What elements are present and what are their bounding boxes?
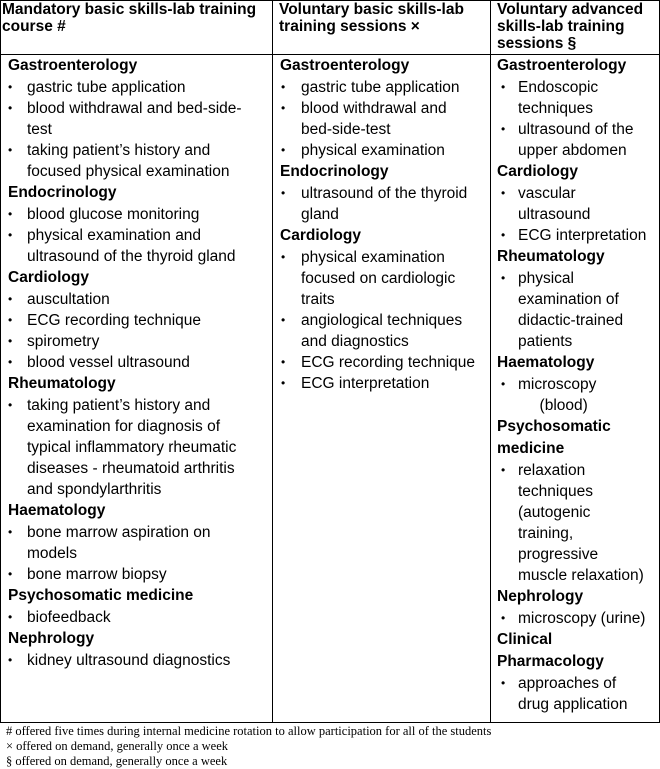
section-title — [497, 586, 657, 608]
list-item — [497, 608, 657, 629]
bullet-icon: • — [501, 377, 506, 391]
section-title-line: Endocrinology — [8, 184, 117, 201]
section-title-line: Cardiology — [497, 163, 578, 180]
list-item-line: ECG interpretation — [301, 375, 430, 392]
list-item-line: gastric tube application — [27, 79, 186, 96]
section-title-line: Nephrology — [497, 588, 584, 605]
bullet-icon: • — [8, 292, 13, 306]
list-item-line: techniques — [518, 100, 593, 117]
bullet-icon: • — [281, 250, 286, 264]
section-title-line: Gastroenterology — [497, 57, 627, 74]
list-item-line: vascular — [518, 185, 576, 202]
section-title-line: Cardiology — [8, 269, 89, 286]
list-item-line: didactic-trained — [518, 312, 624, 329]
column-body-mandatory — [8, 55, 270, 671]
list-item-line: microscopy (urine) — [518, 610, 646, 627]
column-header-line: Mandatory basic skills-lab training — [2, 1, 257, 18]
bullet-icon: • — [8, 334, 13, 348]
bullet-icon: • — [8, 207, 13, 221]
list-item — [8, 225, 270, 267]
bullet-icon: • — [501, 271, 506, 285]
list-item — [8, 395, 270, 500]
bullet-icon: • — [281, 355, 286, 369]
list-item — [280, 77, 488, 98]
column-header-line: training sessions × — [279, 18, 420, 35]
list-item-line: physical — [518, 270, 574, 287]
bullet-icon: • — [501, 611, 506, 625]
bullet-icon: • — [8, 525, 13, 539]
column-divider-2 — [490, 0, 491, 723]
column-header-line: course # — [2, 18, 66, 35]
section-title — [280, 161, 488, 183]
section-title-line: Nephrology — [8, 630, 95, 647]
list-item-line: physical examination and — [27, 227, 202, 244]
bullet-icon: • — [8, 143, 13, 157]
bullet-icon: • — [501, 122, 506, 136]
list-item-line: (blood) — [518, 397, 588, 414]
list-item — [8, 98, 270, 140]
list-item — [280, 352, 488, 373]
column-header-mandatory — [2, 1, 270, 35]
list-item-line: focused on cardiologic — [301, 270, 456, 287]
column-divider-1 — [272, 0, 273, 723]
bullet-icon: • — [8, 398, 13, 412]
list-item — [8, 352, 270, 373]
list-item — [8, 77, 270, 98]
column-header-line: Voluntary basic skills-lab — [279, 1, 464, 18]
list-item-line: training, — [518, 525, 574, 542]
footnote-hash: # offered five times during internal medicine rotation to allow participation for all of the students — [6, 724, 492, 738]
list-item-line: blood withdrawal and bed-side- — [27, 100, 242, 117]
list-item-line: progressive — [518, 546, 599, 563]
section-title-line: Rheumatology — [497, 248, 605, 265]
list-item — [8, 310, 270, 331]
list-item-line: blood vessel ultrasound — [27, 354, 190, 371]
bullet-icon: • — [501, 463, 506, 477]
column-header-line: sessions § — [497, 35, 577, 52]
list-item — [280, 373, 488, 394]
section-title — [280, 55, 488, 77]
list-item — [8, 204, 270, 225]
list-item-line: and diagnostics — [301, 333, 409, 350]
section-title-line: Cardiology — [280, 227, 361, 244]
bullet-icon: • — [8, 101, 13, 115]
section-title — [280, 225, 488, 247]
list-item — [497, 268, 657, 352]
list-item-line: blood glucose monitoring — [27, 206, 200, 223]
section-title — [8, 500, 270, 522]
section-title-line: Pharmacology — [497, 653, 604, 670]
footnote-section: § offered on demand, generally once a week — [6, 754, 228, 768]
list-item-line: test — [27, 121, 52, 138]
list-item-line: upper abdomen — [518, 142, 627, 159]
section-title — [497, 629, 657, 673]
bullet-icon: • — [8, 228, 13, 242]
table-border-bottom — [0, 722, 660, 723]
list-item — [8, 564, 270, 585]
bullet-icon: • — [8, 610, 13, 624]
list-item-line: and spondylarthritis — [27, 481, 162, 498]
list-item-line: traits — [301, 291, 335, 308]
column-header-line: skills-lab training — [497, 18, 625, 35]
list-item-line: biofeedback — [27, 609, 111, 626]
list-item-line: bone marrow biopsy — [27, 566, 167, 583]
list-item — [497, 225, 657, 246]
bullet-icon: • — [8, 313, 13, 327]
section-title-line: Psychosomatic medicine — [8, 587, 194, 604]
list-item — [497, 673, 657, 715]
list-item — [8, 140, 270, 182]
list-item-line: models — [27, 545, 77, 562]
bullet-icon: • — [8, 567, 13, 581]
list-item-line: (autogenic — [518, 504, 591, 521]
bullet-icon: • — [281, 313, 286, 327]
list-item-line: physical examination — [301, 249, 445, 266]
bullet-icon: • — [8, 355, 13, 369]
list-item-line: ultrasound of the — [518, 121, 634, 138]
column-header-line: Voluntary advanced — [497, 1, 644, 18]
bullet-icon: • — [501, 80, 506, 94]
list-item-line: muscle relaxation) — [518, 567, 644, 584]
bullet-icon: • — [281, 143, 286, 157]
list-item-line: spirometry — [27, 333, 100, 350]
list-item-line: drug application — [518, 696, 628, 713]
section-title — [497, 416, 657, 460]
list-item — [497, 183, 657, 225]
bullet-icon: • — [281, 80, 286, 94]
list-item — [8, 289, 270, 310]
list-item — [8, 607, 270, 628]
list-item-line: ultrasound — [518, 206, 591, 223]
section-title-line: Psychosomatic — [497, 418, 611, 435]
list-item-line: blood withdrawal and — [301, 100, 447, 117]
bullet-icon: • — [281, 376, 286, 390]
list-item — [280, 310, 488, 352]
list-item — [497, 119, 657, 161]
list-item-line: Endoscopic — [518, 79, 599, 96]
list-item-line: angiological techniques — [301, 312, 463, 329]
list-item-line: gastric tube application — [301, 79, 460, 96]
section-title — [8, 267, 270, 289]
list-item-line: ultrasound of the thyroid — [301, 185, 468, 202]
list-item-line: relaxation — [518, 462, 586, 479]
section-title-line: Gastroenterology — [8, 57, 138, 74]
list-item-line: taking patient’s history and — [27, 142, 211, 159]
column-header-voluntary-basic — [279, 1, 489, 35]
list-item-line: approaches of — [518, 675, 617, 692]
section-title-line: Haematology — [497, 354, 595, 371]
bullet-icon: • — [281, 101, 286, 115]
footnote-cross: × offered on demand, generally once a week — [6, 739, 228, 753]
section-title-line: Haematology — [8, 502, 106, 519]
section-title — [8, 628, 270, 650]
list-item-line: microscopy — [518, 376, 597, 393]
list-item-line: examination for diagnosis of — [27, 418, 221, 435]
section-title — [8, 182, 270, 204]
column-body-voluntary-basic — [280, 55, 488, 394]
list-item-line: taking patient’s history and — [27, 397, 211, 414]
list-item-line: focused physical examination — [27, 163, 230, 180]
list-item-line: kidney ultrasound diagnostics — [27, 652, 231, 669]
bullet-icon: • — [501, 186, 506, 200]
section-title-line: medicine — [497, 440, 565, 457]
bullet-icon: • — [8, 653, 13, 667]
list-item-line: examination of — [518, 291, 619, 308]
section-title-line: Endocrinology — [280, 163, 389, 180]
section-title — [8, 373, 270, 395]
bullet-icon: • — [281, 186, 286, 200]
list-item-line: patients — [518, 333, 573, 350]
list-item-line: diseases - rheumatoid arthritis — [27, 460, 235, 477]
list-item — [497, 460, 657, 586]
list-item-line: techniques — [518, 483, 593, 500]
list-item — [497, 374, 657, 416]
list-item-line: ECG recording technique — [301, 354, 476, 371]
column-body-voluntary-advanced — [497, 55, 657, 715]
section-title — [497, 161, 657, 183]
section-title — [497, 246, 657, 268]
list-item — [8, 522, 270, 564]
list-item-line: bone marrow aspiration on — [27, 524, 211, 541]
section-title-line: Gastroenterology — [280, 57, 410, 74]
list-item-line: physical examination — [301, 142, 445, 159]
bullet-icon: • — [8, 80, 13, 94]
section-title-line: Rheumatology — [8, 375, 116, 392]
list-item — [8, 331, 270, 352]
list-item — [497, 77, 657, 119]
section-title — [8, 585, 270, 607]
list-item — [8, 650, 270, 671]
section-title-line: Clinical — [497, 631, 553, 648]
list-item-line: ECG recording technique — [27, 312, 202, 329]
list-item — [280, 247, 488, 310]
section-title — [8, 55, 270, 77]
bullet-icon: • — [501, 228, 506, 242]
list-item — [280, 183, 488, 225]
list-item — [280, 140, 488, 161]
list-item — [280, 98, 488, 140]
section-title — [497, 55, 657, 77]
list-item-line: gland — [301, 206, 339, 223]
column-header-voluntary-advanced — [497, 1, 657, 52]
list-item-line: typical inflammatory rheumatic — [27, 439, 237, 456]
list-item-line: ultrasound of the thyroid gland — [27, 248, 236, 265]
bullet-icon: • — [501, 676, 506, 690]
table-border-left — [0, 0, 1, 723]
list-item-line: auscultation — [27, 291, 110, 308]
list-item-line: bed-side-test — [301, 121, 391, 138]
section-title — [497, 352, 657, 374]
list-item-line: ECG interpretation — [518, 227, 647, 244]
